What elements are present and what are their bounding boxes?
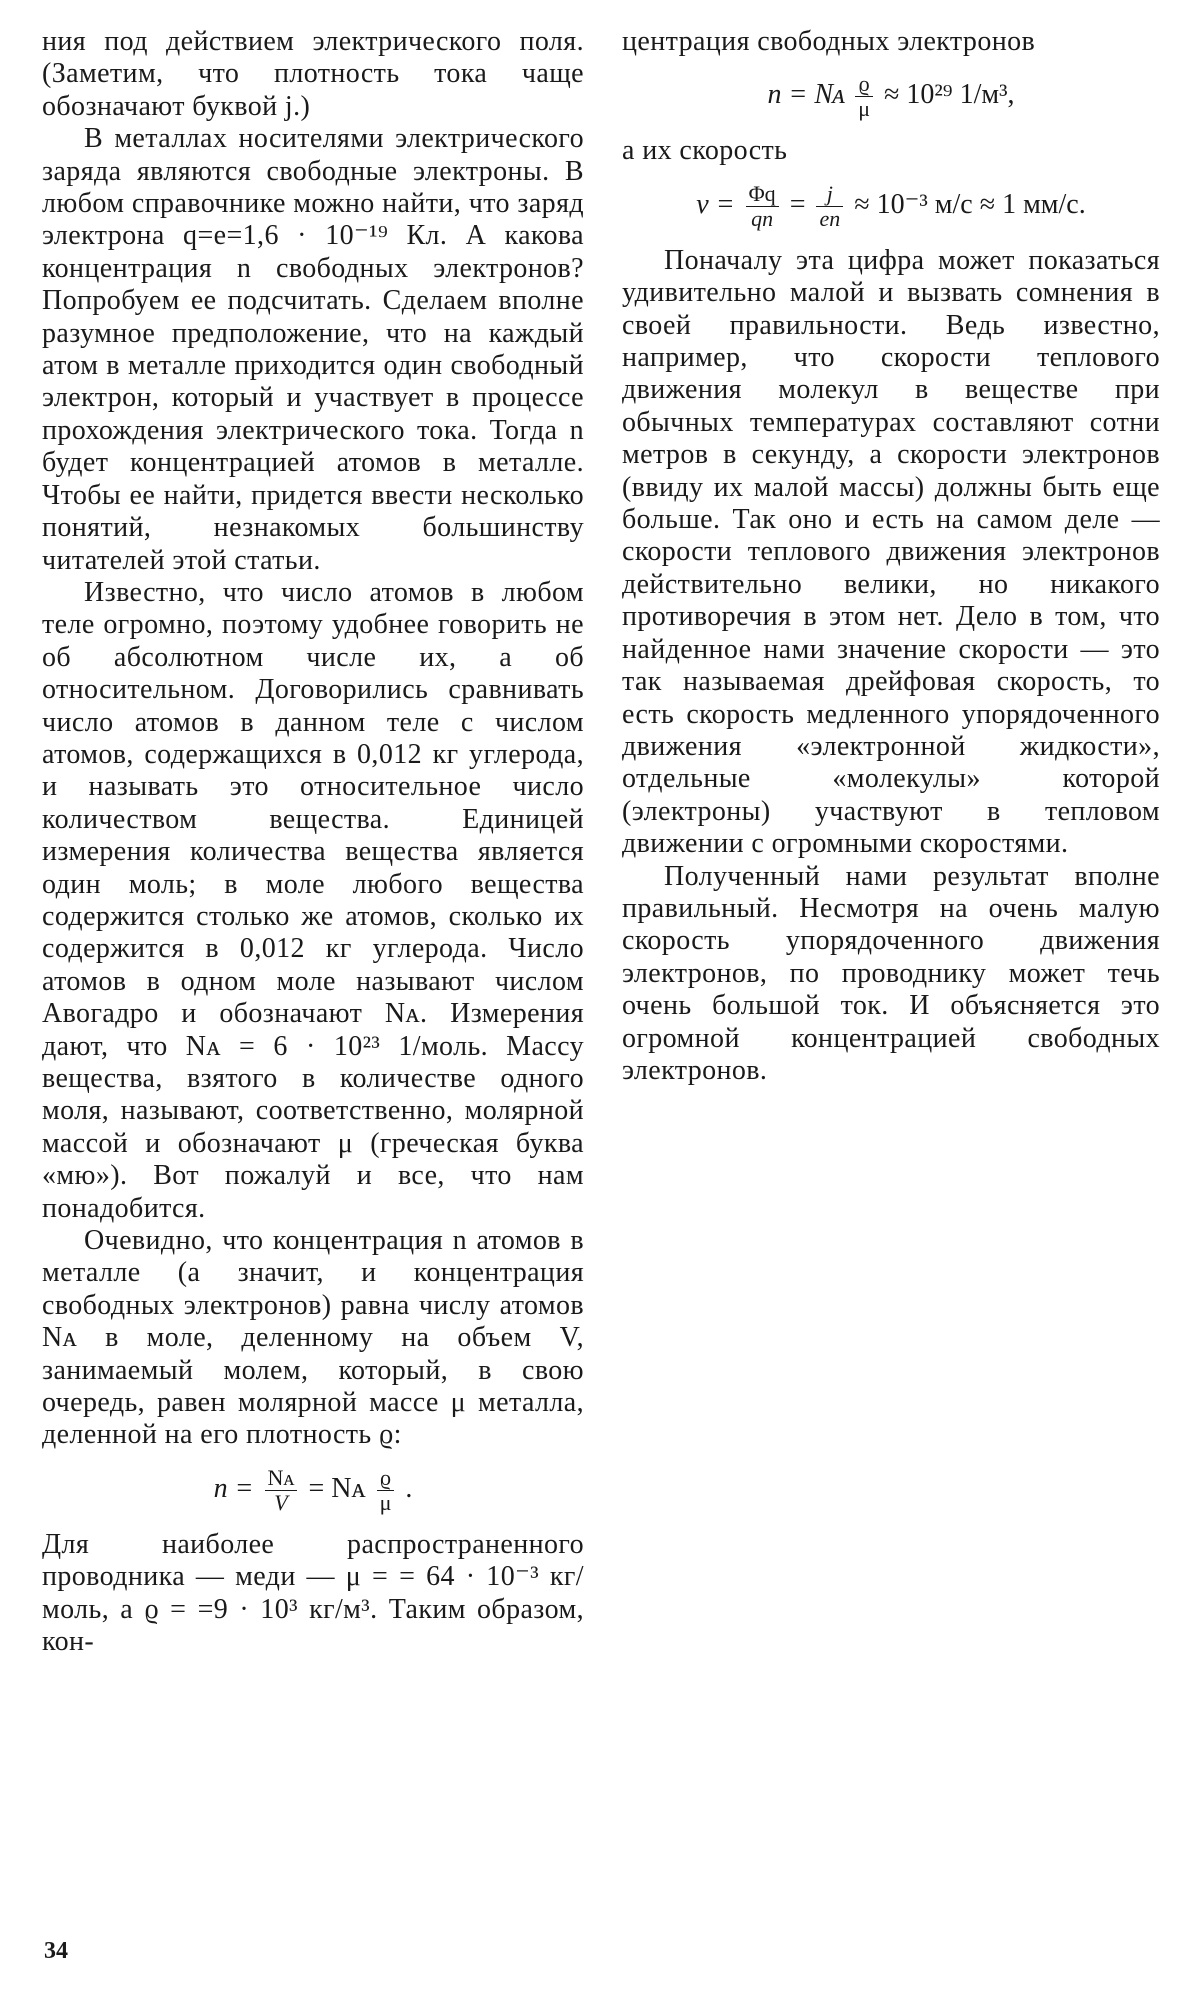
formula-lhs: v = — [696, 188, 735, 220]
fraction-denominator: μ — [379, 1489, 392, 1515]
formula-concentration — [42, 1466, 584, 1515]
fraction-numerator: Nᴀ — [265, 1466, 298, 1491]
formula-electron-concentration — [622, 72, 1160, 121]
fraction-na-over-v — [265, 1466, 298, 1515]
fraction-rho-over-mu — [377, 1466, 395, 1515]
paragraph-avogadro: Известно, что число атомов в любом теле огромно, поэтому удобнее говорить не об абсолютном числе их, а об относительном. Договорились сравнивать число атомов в данном теле с числом атомов, содержащихся в 0,012 кг углерода, и называть это относительное число количеством вещества. Единицей измерения количества вещества является один моль; в моле любого вещества содержится столько же атомов, сколько их содержится в 0,012 кг углерода. Число атомов в одном моле называют числом Авогадро и обозначают Nᴀ. Измерения дают, что Nᴀ = 6 · 10²³ 1/моль. Массу вещества, взятого в количестве одного моля, называют, соответственно, молярной массой и обозначают μ (греческая буква «мю»). Вот пожалуй и все, что нам понадобится. — [42, 576, 584, 1224]
paragraph-drift-explanation: Поначалу эта цифра может показаться удивительно малой и вызвать сомнения в своей правильности. Ведь известно, например, что скорости теплового движения молекул в веществе при обычных температурах составляют сотни метров в секунду, а скорости электронов (ввиду их малой массы) должны быть еще больше. Так оно и есть на самом деле — скорости теплового движения электронов действительно велики, но никакого противоречия в этом нет. Дело в том, что найденное нами значение скорости — это так называемая дрейфовая скорость, то есть скорость медленного упорядоченного движения «электронной жидкости», отдельные «молекулы» которой (электроны) участвуют в тепловом движении с огромными скоростями. — [622, 244, 1160, 860]
fraction-denominator: qn — [751, 205, 774, 231]
paragraph-concentration: Очевидно, что концентрация n атомов в металле (а значит, и концентрация свободных электронов) равна числу атомов Nᴀ в моле, деленному на объем V, занимаемый молем, который, в свою очередь, равен молярной массе μ металла, деленной на его плотность ϱ: — [42, 1225, 584, 1451]
paragraph-copper: Для наиболее распространенного проводника — меди — μ = = 64 · 10⁻³ кг/моль, а ϱ = =9 · 10³ кг/м³. Таким образом, кон- — [42, 1528, 584, 1658]
formula-lhs: n = — [213, 1472, 254, 1504]
formula-rhs: ≈ 10²⁹ 1/м³, — [884, 79, 1015, 111]
fraction-denominator: V — [274, 1489, 288, 1515]
paragraph-conclusion: Полученный нами результат вполне правильный. Несмотря на очень малую скорость упорядоченного движения электронов, по проводнику может течь очень большой ток. И объясняется это огромной концентрацией свободных электронов. — [622, 860, 1160, 1086]
right-column — [622, 26, 1160, 1087]
paragraph-electron-charge: В металлах носителями электрического заряда являются свободные электроны. В любом справочнике можно найти, что заряд электрона q=e=1,6 · 10⁻¹⁹ Кл. А какова концентрация n свободных электронов? Попробуем ее подсчитать. Сделаем вполне разумное предположение, что на каждый атом в металле приходится один свободный электрон, который и участвует в процессе прохождения электрического тока. Тогда n будет концентрацией атомов в металле. Чтобы ее найти, придется ввести несколько понятий, незнакомых большинству читателей этой статьи. — [42, 123, 584, 576]
fraction-numerator: Φq — [746, 182, 779, 207]
fraction-denominator: μ — [858, 96, 871, 122]
fraction-numerator: ϱ — [855, 72, 873, 97]
formula-middle: = Nᴀ — [308, 1472, 366, 1504]
fraction-numerator: j — [816, 182, 843, 207]
fraction-rho-over-mu — [855, 72, 873, 121]
paragraph-speed-intro: а их скорость — [622, 135, 788, 167]
formula-middle: = — [789, 188, 806, 220]
formula-end: . — [405, 1472, 413, 1504]
formula-drift-speed — [622, 182, 1160, 231]
formula-lhs: n = Nᴀ — [767, 79, 845, 111]
paragraph-continuation: ния под действием электрического поля. (Заметим, что плотность тока чаще обозначают буквой j.) — [42, 26, 584, 122]
fraction-denominator: en — [819, 205, 841, 231]
left-column — [42, 26, 584, 1659]
fraction-numerator: ϱ — [377, 1466, 395, 1491]
fraction-j-over-en — [816, 182, 843, 231]
page-number: 34 — [44, 1938, 68, 1964]
paragraph-continuation-right: центрация свободных электронов — [622, 26, 1036, 57]
fraction-flux-over-qn — [746, 182, 779, 231]
formula-rhs: ≈ 10⁻³ м/с ≈ 1 мм/с. — [854, 188, 1086, 220]
